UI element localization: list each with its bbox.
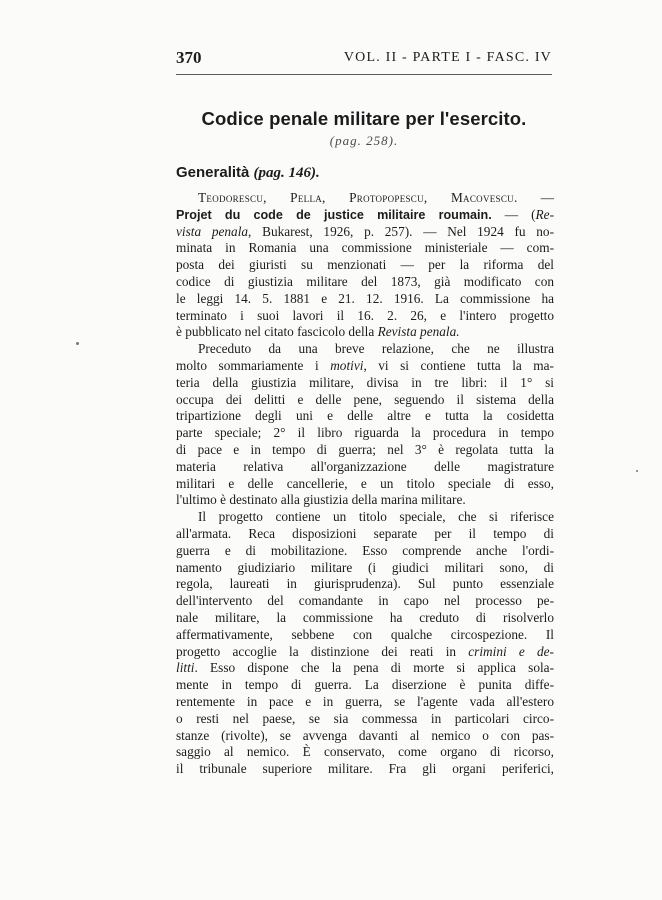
text-run: , Bukarest, 1926, p. 257). — Nel 1924 fu no- bbox=[248, 223, 554, 239]
text-line bbox=[176, 576, 554, 593]
text-line bbox=[176, 744, 554, 761]
text-run: Projet du code de justice militaire roumain. bbox=[176, 207, 492, 222]
text-run: occupa dei delitti e delle pene, seguendo il sistema della bbox=[176, 391, 554, 407]
text-run: terminato i suoi lavori il 16. 2. 26, e l'intero progetto bbox=[176, 307, 554, 323]
text-run: l'ultimo è destinato alla giustizia della marina militare. bbox=[176, 492, 466, 508]
subsection-page-reference: (pag. 146). bbox=[253, 165, 320, 181]
text-line bbox=[176, 526, 554, 543]
text-run: litti bbox=[176, 660, 195, 676]
text-line bbox=[176, 257, 554, 274]
scan-speck bbox=[636, 470, 638, 472]
text-line bbox=[176, 728, 554, 745]
text-run: rentemente in pace e in guerra, se l'agente vada all'estero bbox=[176, 693, 554, 709]
text-line bbox=[176, 291, 554, 308]
text-run: il tribunale superiore militare. Fra gli organi periferici, bbox=[176, 761, 554, 777]
page-number: 370 bbox=[176, 48, 202, 67]
text-run: teria della giustizia militare, divisa in tre libri: il 1° si bbox=[176, 374, 554, 390]
text-run: Teodorescu, Pella, Protopopescu, Macovescu. bbox=[198, 190, 518, 205]
text-line bbox=[176, 610, 554, 627]
subsection-title: Generalità bbox=[176, 164, 250, 181]
text-run: all'armata. Reca disposizioni separate per il tempo di bbox=[176, 525, 554, 541]
text-run: . Esso dispone che la pena di morte si applica sola- bbox=[194, 660, 554, 676]
text-line bbox=[176, 207, 554, 224]
running-head bbox=[176, 48, 552, 70]
text-run: o resti nel paese, se sia commessa in particolari circo- bbox=[176, 710, 554, 726]
text-line bbox=[176, 543, 554, 560]
header-rule bbox=[176, 74, 552, 75]
text-line bbox=[176, 425, 554, 442]
text-run: , vi si contiene tutta la ma- bbox=[363, 357, 554, 373]
text-line bbox=[176, 240, 554, 257]
text-run: mente in tempo di guerra. La diserzione è punita diffe- bbox=[176, 677, 554, 693]
text-run: motivi bbox=[330, 357, 364, 373]
text-run: stanze (rivolte), se avvenga davanti al nemico o con pas- bbox=[176, 727, 554, 743]
text-run: militari e delle cancellerie, e un titolo speciale di esso, bbox=[176, 475, 554, 491]
text-run: tripartizione degli uni e delle altre e tutta la cosidetta bbox=[176, 408, 554, 424]
text-run: Il progetto contiene un titolo speciale, che si riferisce bbox=[198, 509, 554, 525]
text-line bbox=[176, 677, 554, 694]
text-line bbox=[176, 593, 554, 610]
text-run: è pubblicato nel citato fascicolo della bbox=[176, 324, 378, 340]
text-run: affermativamente, sebbene con qualche circospezione. Il bbox=[176, 626, 554, 642]
text-line bbox=[176, 190, 554, 207]
scan-speck bbox=[76, 342, 79, 345]
text-run: molto sommariamente i bbox=[176, 357, 331, 373]
text-line bbox=[176, 392, 554, 409]
text-run: — bbox=[517, 190, 554, 205]
text-line bbox=[176, 711, 554, 728]
text-run: saggio al nemico. È conservato, come organo di ricorso, bbox=[176, 744, 554, 760]
text-line bbox=[176, 224, 554, 241]
text-run: Re- bbox=[535, 206, 554, 222]
text-run: materia relativa all'organizzazione delle magistrature bbox=[176, 458, 554, 474]
text-run: guerra e di mobilitazione. Esso comprende anche l'ordi- bbox=[176, 542, 554, 558]
text-line bbox=[176, 442, 554, 459]
text-run: Revista penala. bbox=[377, 324, 460, 340]
text-run: di pace e in tempo di guerra; nel 3° è regolata tutta la bbox=[176, 441, 554, 457]
text-line bbox=[176, 560, 554, 577]
text-line bbox=[176, 660, 554, 677]
text-line bbox=[176, 694, 554, 711]
subsection-heading bbox=[176, 164, 320, 182]
text-run: nale militare, la commissione ha creduto di risolverlo bbox=[176, 609, 554, 625]
section-page-reference: (pag. 258). bbox=[329, 133, 399, 148]
text-run: codice di giustizia militare del 1873, già modificato con bbox=[176, 273, 554, 289]
body-text bbox=[176, 190, 554, 778]
text-line bbox=[176, 308, 554, 325]
text-line bbox=[176, 476, 554, 493]
text-run: progetto accoglie la distinzione dei reati in bbox=[176, 643, 469, 659]
text-line bbox=[176, 459, 554, 476]
text-run: posta dei giuristi su menzionati — per la riforma del bbox=[176, 257, 554, 273]
text-run: vista penala bbox=[176, 223, 249, 239]
text-line bbox=[176, 492, 554, 509]
text-run: — ( bbox=[491, 206, 536, 222]
text-line bbox=[176, 341, 554, 358]
text-run: le leggi 14. 5. 1881 e 21. 12. 1916. La commissione ha bbox=[176, 290, 554, 306]
text-line bbox=[176, 274, 554, 291]
text-line bbox=[176, 324, 554, 341]
text-run: namento giudiziario militare (i giudici militari sono, di bbox=[176, 559, 554, 575]
section-title: Codice penale militare per l'esercito. bbox=[201, 108, 527, 129]
text-line bbox=[176, 644, 554, 661]
text-line bbox=[176, 408, 554, 425]
running-title: VOL. II - PARTE I - FASC. IV bbox=[343, 50, 552, 65]
text-line bbox=[176, 761, 554, 778]
text-line bbox=[176, 375, 554, 392]
text-run: crimini e de- bbox=[468, 643, 554, 659]
text-run: Preceduto da una breve relazione, che ne illustra bbox=[198, 341, 554, 357]
text-line bbox=[176, 627, 554, 644]
text-run: minata in Romania una commissione ministeriale — com- bbox=[176, 240, 554, 256]
text-run: parte speciale; 2° il libro riguarda la procedura in tempo bbox=[176, 425, 554, 441]
text-run: dell'intervento del comandante in capo nel processo pe- bbox=[176, 593, 554, 609]
text-line bbox=[176, 509, 554, 526]
text-run: regola, laureati in giurisprudenza). Sul punto essenziale bbox=[176, 576, 554, 592]
text-line bbox=[176, 358, 554, 375]
